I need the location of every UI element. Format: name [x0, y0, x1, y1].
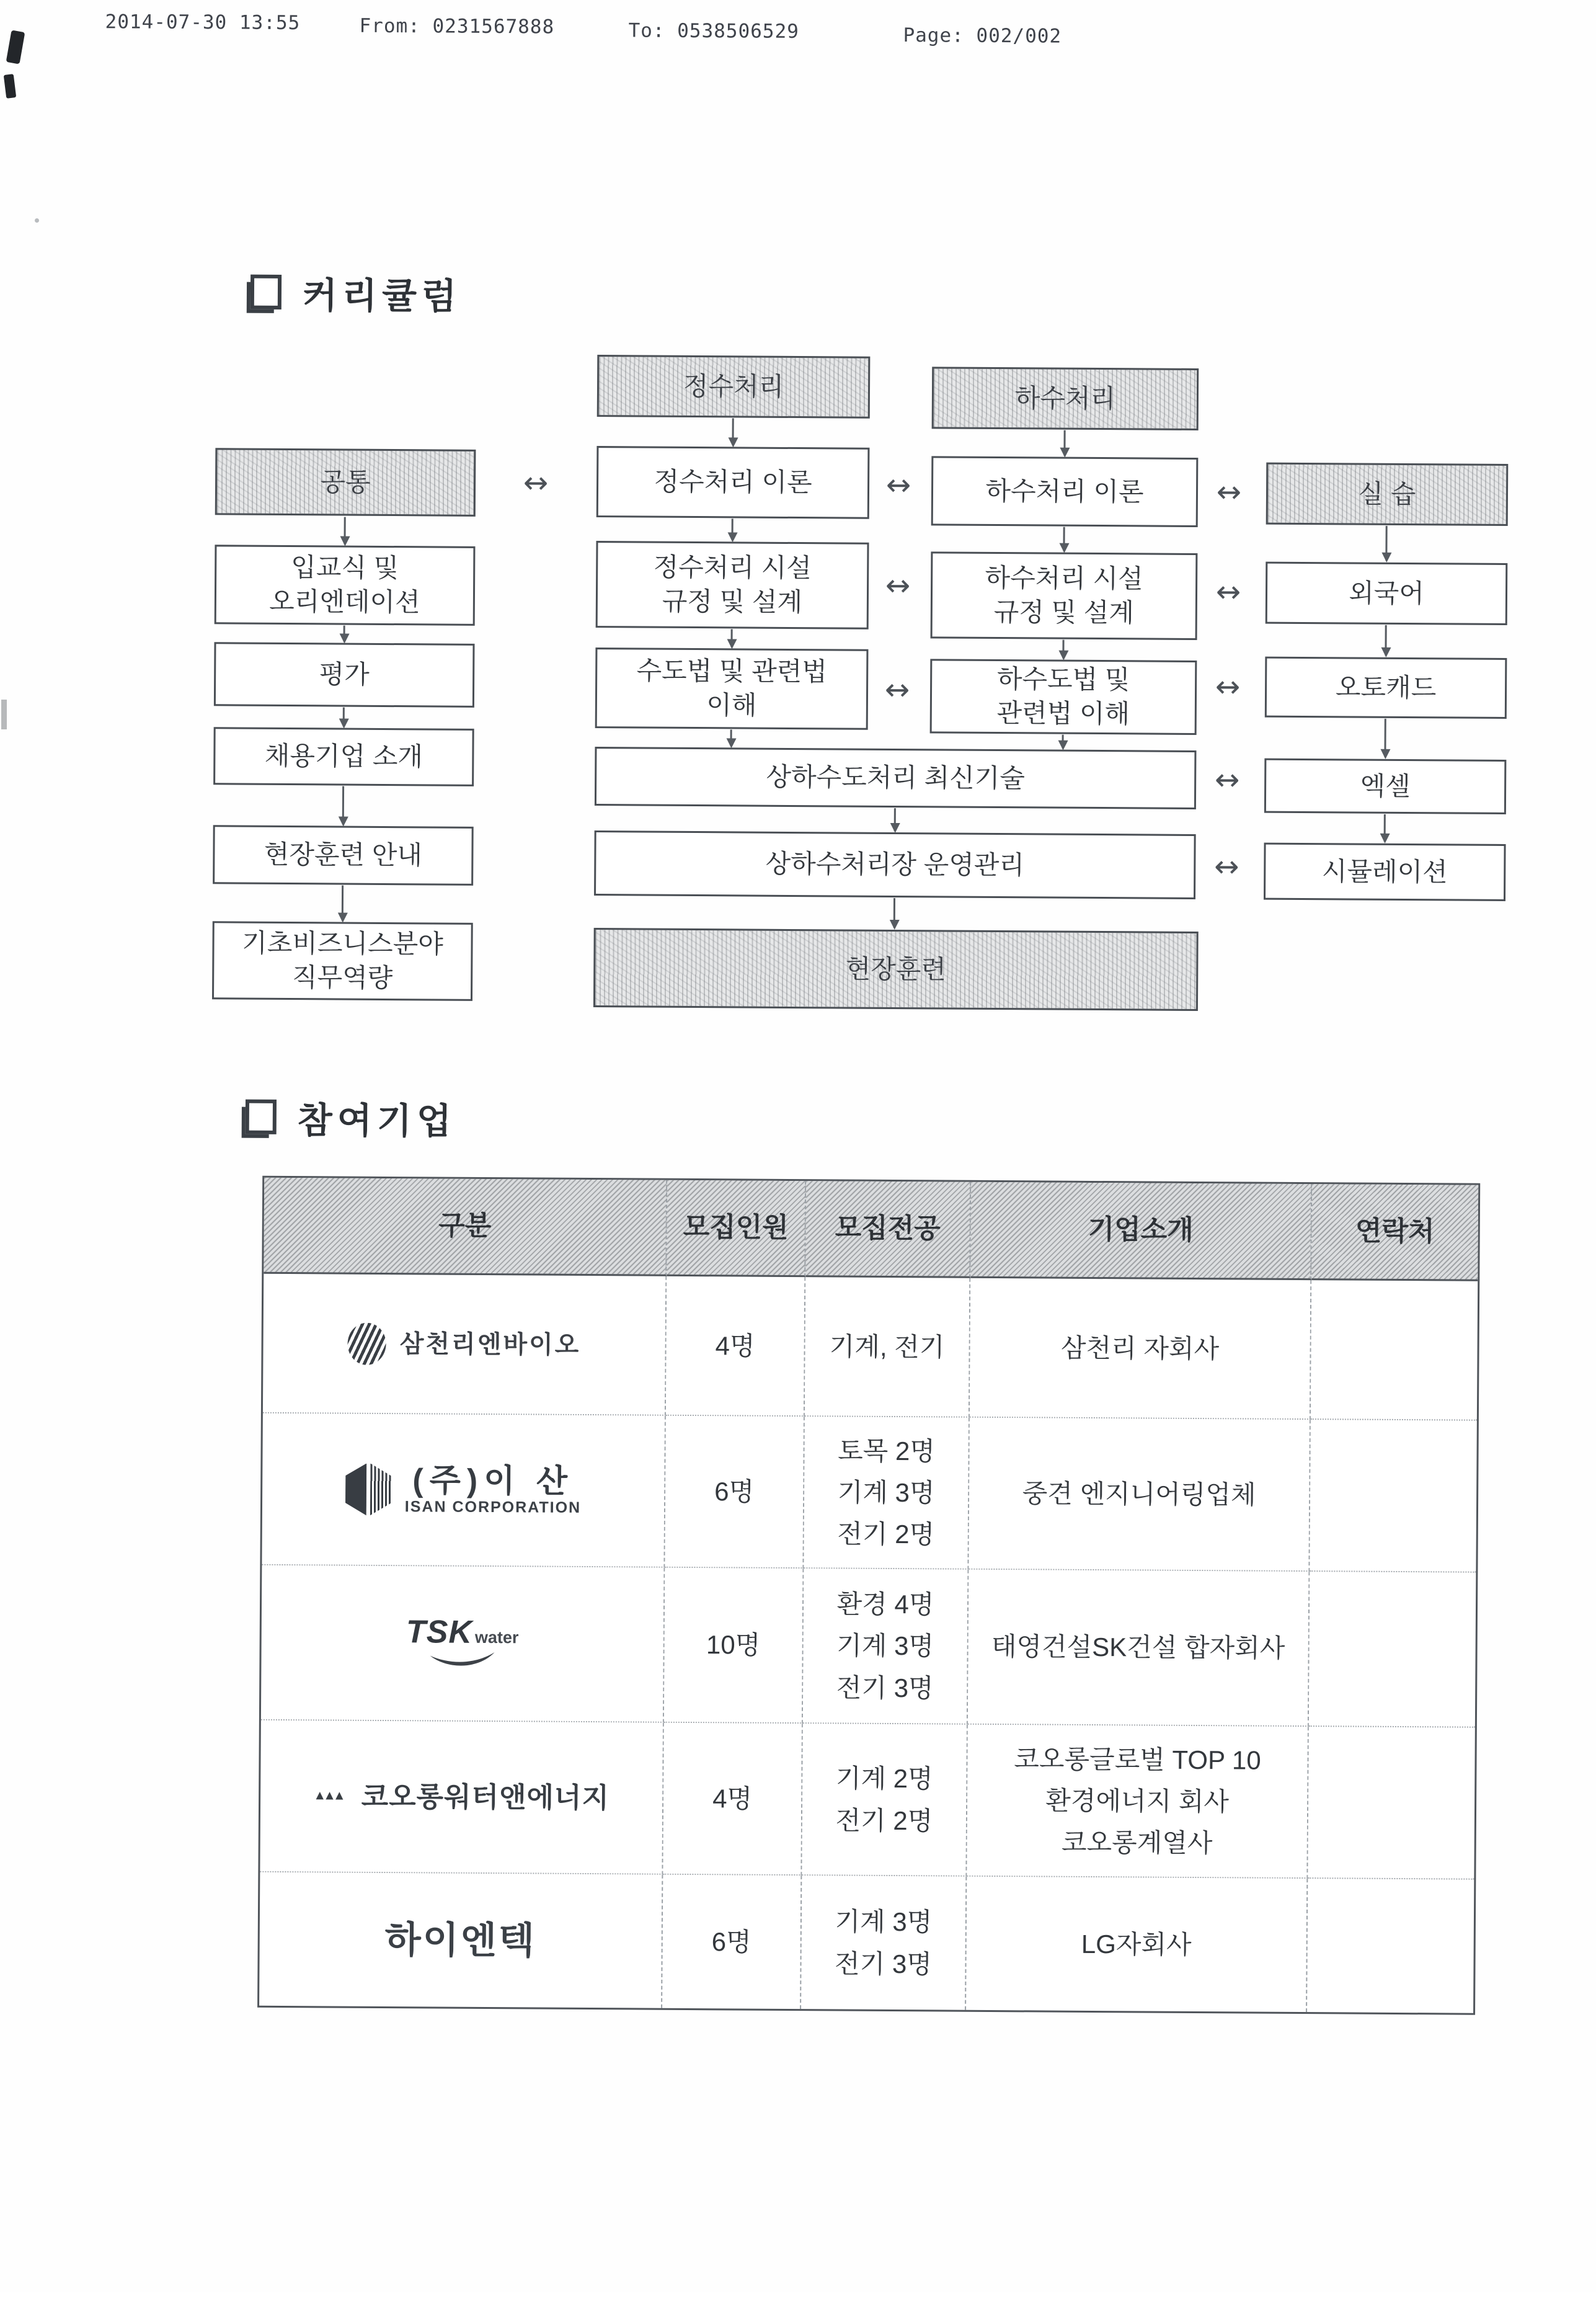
down-arrow-icon	[1385, 625, 1386, 656]
table-cell-majors: 환경 4명 기계 3명 전기 3명	[803, 1569, 969, 1725]
flow-box-silseup: 실 습	[1266, 463, 1509, 526]
curriculum-section-title	[250, 266, 462, 319]
checkbox-icon	[250, 275, 282, 309]
section-title-text: 커리큘럼	[302, 275, 462, 317]
table-cell-contact	[1309, 1572, 1476, 1728]
down-arrow-icon	[342, 786, 344, 825]
left-right-arrow-icon: ↔	[885, 568, 911, 603]
tsk-water-logo	[406, 1616, 519, 1671]
down-arrow-icon	[894, 808, 896, 831]
fax-from-number: From: 0231567888	[359, 14, 555, 38]
table-cell-contact	[1308, 1727, 1474, 1880]
hientech-logo: 하이엔텍	[384, 1918, 536, 1962]
flow-box-jungsu-header: 정수처리	[597, 355, 871, 419]
down-arrow-icon	[893, 898, 895, 928]
table-cell-contact	[1310, 1420, 1476, 1573]
table-row-company-cell	[259, 1872, 663, 2008]
flow-box-latest-tech: 상하수도처리 최신기술	[595, 747, 1197, 809]
kolon-logo	[313, 1774, 610, 1820]
flow-box-ipgyosik: 입교식 및 오리엔데이션	[215, 545, 476, 626]
flow-box-jungsu-theory: 정수처리 이론	[596, 446, 870, 519]
table-row-company-cell	[260, 1720, 663, 1875]
left-right-arrow-icon: ↔	[885, 468, 911, 503]
down-arrow-icon	[1063, 430, 1065, 456]
company-subname: ISAN CORPORATION	[404, 1498, 582, 1517]
table-cell-intro: 코오롱글로벌 TOP 10 환경에너지 회사 코오롱계열사	[967, 1725, 1308, 1879]
table-row-company-cell	[262, 1413, 665, 1568]
table-cell-majors: 기계, 전기	[805, 1277, 970, 1418]
down-arrow-icon	[1384, 719, 1386, 757]
section-title-text: 참여기업	[297, 1100, 457, 1142]
table-cell-contact	[1307, 1879, 1474, 2013]
column-header-intro: 기업소개	[970, 1182, 1312, 1280]
flow-box-field-training: 현장훈련	[593, 928, 1199, 1011]
left-right-arrow-icon: ↔	[1214, 762, 1240, 798]
left-right-arrow-icon: ↔	[1216, 474, 1242, 510]
company-name: (주)이 산	[412, 1462, 574, 1500]
down-arrow-icon	[1384, 814, 1386, 842]
down-arrow-icon	[730, 629, 732, 647]
flow-box-pyeongga: 평가	[214, 642, 475, 708]
column-header-majors: 모집전공	[805, 1181, 971, 1278]
left-right-arrow-icon: ↔	[523, 465, 549, 501]
column-header-count: 모집인원	[667, 1180, 806, 1277]
down-arrow-icon	[1062, 735, 1063, 749]
table-cell-majors: 기계 2명 전기 2명	[802, 1724, 967, 1877]
flow-box-basic-business: 기초비즈니스분야 직무역량	[212, 921, 473, 1001]
down-arrow-icon	[1385, 526, 1387, 561]
table-cell-count: 6명	[665, 1416, 804, 1569]
down-arrow-icon	[732, 418, 734, 445]
table-cell-count: 4명	[666, 1276, 805, 1417]
fax-to-number: To: 0538506529	[628, 19, 799, 43]
samchully-logo	[348, 1322, 581, 1366]
table-row-company-cell	[263, 1274, 667, 1416]
down-arrow-icon	[344, 626, 345, 642]
table-row-company-cell	[261, 1565, 665, 1723]
flow-box-autocad: 오토캐드	[1265, 657, 1507, 719]
flow-box-excel: 엑셀	[1264, 759, 1507, 814]
tsk-swoosh-icon	[427, 1649, 497, 1671]
down-arrow-icon	[342, 886, 344, 921]
kolon-triangles-icon: ▲▲▲	[313, 1788, 343, 1803]
flow-box-sudobeop: 수도법 및 관련법 이해	[595, 648, 869, 730]
left-right-arrow-icon: ↔	[1215, 574, 1241, 610]
table-cell-intro: 삼천리 자회사	[970, 1278, 1311, 1420]
left-right-arrow-icon: ↔	[1215, 669, 1241, 705]
flow-box-hasu-theory: 하수처리 이론	[931, 456, 1199, 527]
table-cell-intro: LG자회사	[966, 1877, 1308, 2012]
left-right-arrow-icon: ↔	[1214, 849, 1239, 884]
flow-box-operation: 상하수처리장 운영관리	[594, 830, 1196, 899]
table-cell-count: 6명	[662, 1875, 802, 2009]
table-cell-majors: 기계 3명 전기 3명	[801, 1876, 967, 2010]
flow-box-foreign-language: 외국어	[1266, 562, 1508, 625]
table-cell-count: 4명	[663, 1723, 802, 1876]
table-cell-majors: 토목 2명 기계 3명 전기 2명	[804, 1417, 969, 1570]
down-arrow-icon	[1063, 527, 1065, 551]
table-cell-intro: 태영건설SK건설 합자회사	[968, 1570, 1310, 1727]
fax-datetime: 2014-07-30 13:55	[105, 11, 301, 35]
companies-section-title	[246, 1091, 457, 1144]
company-name: TSK	[406, 1614, 473, 1650]
flow-box-hasu-facility: 하수처리 시설 규정 및 설계	[931, 551, 1198, 640]
table-cell-count: 10명	[664, 1568, 804, 1724]
flow-box-hyeonjang-guide: 현장훈련 안내	[213, 825, 474, 886]
samchully-globe-icon	[348, 1322, 386, 1364]
down-arrow-icon	[1062, 640, 1064, 659]
left-right-arrow-icon: ↔	[884, 672, 910, 708]
column-header-gubun: 구분	[264, 1178, 667, 1276]
down-arrow-icon	[344, 517, 345, 545]
flow-box-chaeyong: 채용기업 소개	[213, 727, 474, 786]
flow-box-gongtong: 공통	[215, 448, 476, 517]
table-cell-intro: 중견 엔지니어링업체	[969, 1418, 1310, 1572]
flow-box-jungsu-facility: 정수처리 시설 규정 및 설계	[596, 541, 869, 630]
flow-box-hasu-header: 하수처리	[932, 367, 1199, 430]
down-arrow-icon	[730, 729, 732, 746]
flow-box-hasudobeop: 하수도법 및 관련법 이해	[930, 659, 1197, 735]
companies-table	[257, 1176, 1480, 2015]
fax-page-count: Page: 002/002	[903, 24, 1062, 48]
down-arrow-icon	[732, 519, 734, 540]
flow-box-simulation: 시뮬레이션	[1264, 843, 1506, 901]
fax-header	[1, 0, 1596, 48]
isan-mark-icon	[345, 1463, 392, 1515]
checkbox-icon	[246, 1100, 277, 1134]
company-name: 삼천리엔바이오	[399, 1330, 581, 1359]
down-arrow-icon	[343, 708, 345, 727]
column-header-contact: 연락처	[1311, 1184, 1478, 1281]
table-cell-contact	[1311, 1280, 1478, 1421]
isan-logo	[345, 1463, 582, 1517]
company-subname: water	[474, 1627, 519, 1647]
company-name: 코오롱워터앤에너지	[361, 1780, 610, 1814]
